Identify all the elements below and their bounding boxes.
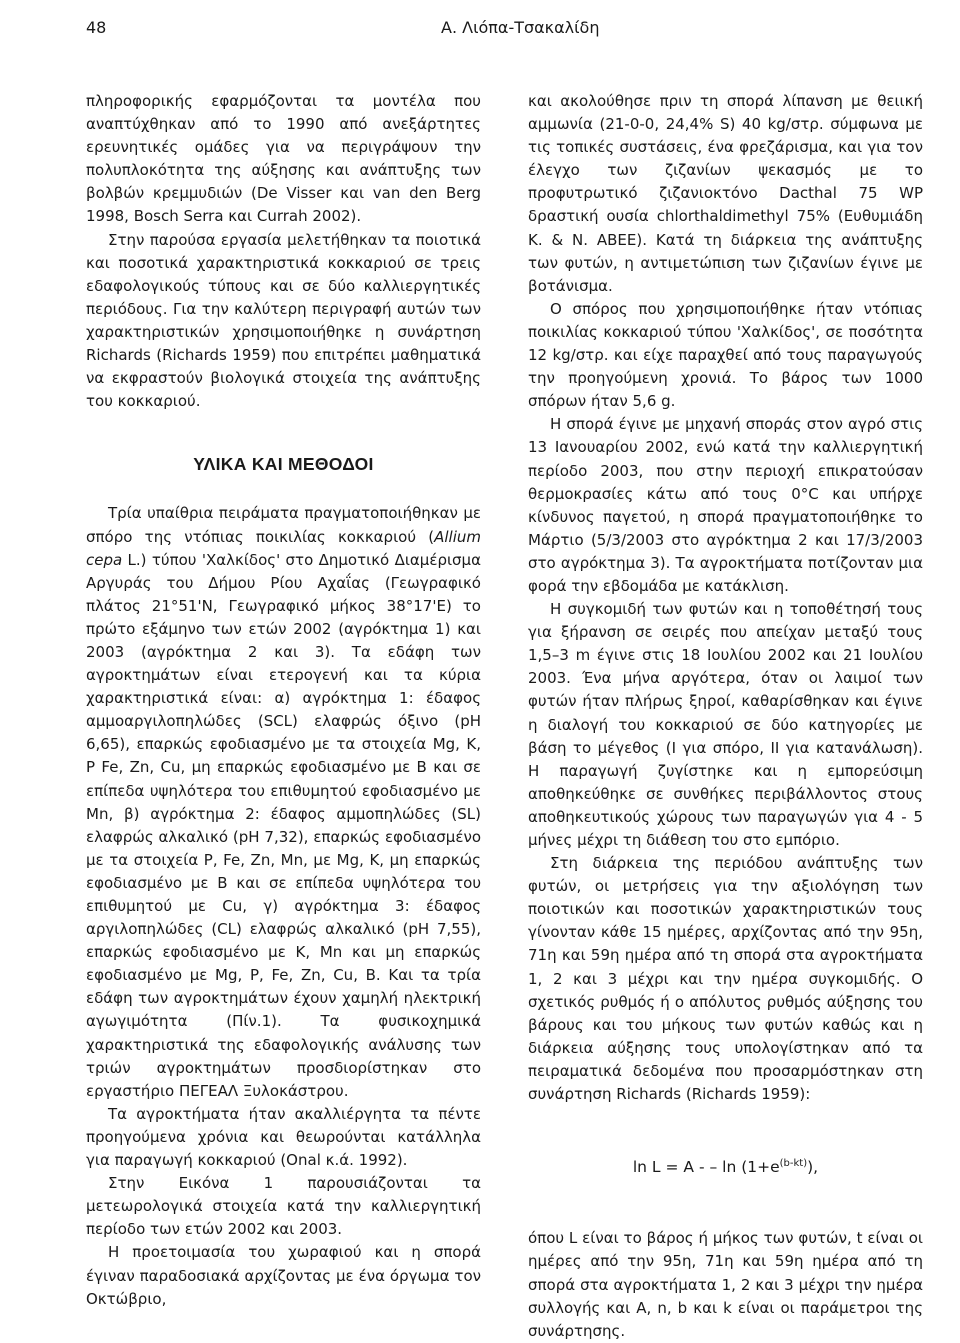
left-column	[86, 90, 481, 1311]
paragraph-measurements: Στη διάρκεια της περιόδου ανάπτυξης των φυτών, οι μετρήσεις για την αξιολόγηση των ποιοτικών και ποσοτικών χαρακτηριστικών τους γίνονταν κάθε 15 ημέρες, αρχίζοντας από την 95η, 71η και 59η ημέρα από τη σπορά στα αγροκτήματα 1, 2 και 3 μέχρι και την ημέρα συγκομιδής. Ο σχετικός ρυθμός ή ο απόλυτος ρυθμός αύξησης του βάρους και του μήκους των φυτών καθώς και η διάρκεια αύξησης τους υπολογίστηκαν από τα πειραματικά δεδομένα που προσαρμόστηκαν στη συνάρτηση Richards (Richards 1959):	[528, 854, 923, 1104]
paragraph-meteorological: Στην Εικόνα 1 παρουσιάζονται τα μετεωρολογικά στοιχεία κατά την καλλιεργητική περίοδο των ετών 2002 και 2003.	[86, 1174, 481, 1239]
richards-equation	[528, 1152, 923, 1179]
page-header	[0, 10, 960, 40]
paragraph-fertilization: και ακολούθησε πριν τη σπορά λίπανση με θειική αμμωνία (21-0-0, 24,4% S) 40 kg/στρ. σύμφωνα με τις τοπικές συστάσεις, ένα φρεζάρισμα, και για τον έλεγχο των ζιζανίων ψεκασμός με το προφυτρωτικό ζιζανιοκτόνο Dacthal 75 WP δραστική ουσία chlorthaldimethyl 75% (Ευθυμιάδη Κ. & Ν. ΑΒΕΕ). Κατά τη διάρκεια της ανάπτυξης των φυτών, η αντιμετώπιση των ζιζανίων έγινε με βοτάνισμα.	[528, 92, 923, 295]
paragraph-experiments	[86, 502, 481, 1102]
species-name: Allium cepa	[86, 527, 481, 569]
paragraph-seed: Ο σπόρος που χρησιμοποιήθηκε ήταν ντόπιας ποικιλίας κοκκαριού τύπου 'Χαλκίδος', σε ποσότητα 12 kg/στρ. και είχε παραχθεί από τους παραγωγούς την προηγούμενη χρονιά. Το βάρος των 1000 σπόρων ήταν 5,6 g.	[528, 299, 923, 411]
equation-main: ln L = A - – ln (1+e	[632, 1158, 780, 1177]
text-segment: L.) τύπου 'Χαλκίδος' στο Δημοτικό Διαμέρισμα Αργυράς του Δήμου Ρίου Αχαΐας (Γεωγραφικό πλάτος 21°51'N, Γεωγραφικό μήκος 38°17'E) το πρώτο εξάμηνο των ετών 2002 (αγρόκτημα 1) και 2003 (αγρόκτημα 2 και 3). Τα εδάφη των αγροκτημάτων είναι ετερογενή και τα κύρια χαρακτηριστικά είναι: α) αγρόκτημα 1: έδαφος αμμοαργιλοπηλώδες (SCL) ελαφρώς όξινο (pH 6,65), επαρκώς εφοδιασμένο με τα στοιχεία Mg, K, P Fe, Zn, Cu, μη επαρκώς εφοδιασμένο με B και σε επίπεδα υψηλότερα του επιθυμητού εφοδιασμένο με Mn, β) αγρόκτημα 2: έδαφος αμμοπηλώδες (SL) ελαφρώς αλκαλικό (pH 7,32), επαρκώς εφοδιασμένο με τα στοιχεία P, Fe, Zn, Mn, με Mg, K, μη επαρκώς εφοδιασμένο με B και σε επίπεδα υψηλότερα του επιθυμητού με Cu, γ) αγρόκτημα 3: έδαφος αργιλοπηλώδες (CL) ελαφρώς αλκαλικό (pH 7,55), επαρκώς εφοδιασμένο με K, Mn και μη επαρκώς εφοδιασμένο με Mg, P, Fe, Zn, Cu, B. Και τα τρία εδάφη των αγροκτημάτων έχουν χαμηλή ηλεκτρική αγωγιμότητα (Πίν.1). Τα φυσικοχημικά χαρακτηριστικά της εδαφολογικής ανάλυσης των τριών αγροκτημάτων προσδιορίστηκαν στο εργαστήριο ΠΕΓΕΑΛ Ξυλοκάστρου.	[86, 550, 481, 1100]
page-number: 48	[86, 18, 107, 37]
text-segment: Τρία υπαίθρια πειράματα πραγματοποιήθηκαν με σπόρο της ντόπιας ποικιλίας κοκκαριού (	[86, 504, 481, 546]
paragraph-field-preparation: Η προετοιμασία του χωραφιού και η σπορά έγιναν παραδοσιακά αρχίζοντας με ένα όργωμα τον Οκτώβριο,	[86, 1243, 481, 1308]
paragraph-fields-history: Τα αγροκτήματα ήταν ακαλλιέργητα τα πέντε προηγούμενα χρόνια και θεωρούνται κατάλληλα για παραγωγή κοκκαριού (Onal κ.ά. 1992).	[86, 1104, 481, 1170]
paragraph-equation-legend: όπου L είναι το βάρος ή μήκος των φυτών, t είναι οι ημέρες από την 95η, 71η και 59η ημέρα από τη σπορά στα αγροκτήματα 1, 2 και 3 μέχρι την ημέρα συλλογής και A, n, b και k είναι οι παράμετροι της συνάρτησης.	[528, 1229, 923, 1340]
running-head-author: Α. Λιόπα-Τσακαλίδη	[441, 18, 600, 37]
paragraph-sowing: Η σπορά έγινε με μηχανή σποράς στον αγρό στις 13 Ιανουαρίου 2002, ενώ κατά την καλλιεργητική περίοδο 2003, που στην περιοχή επικρατούσαν θερμοκρασίες κάτω από τους 0°C και υπήρχε κίνδυνος παγετού, η σπορά πραγματοποιήθηκε το Μάρτιο (5/3/2003 στο αγρόκτημα 2 και 17/3/2003 στο αγρόκτημα 3). Τα αγροκτήματα ποτίζονταν μια φορά την εβδομάδα με κατάκλιση.	[528, 415, 923, 595]
right-column	[528, 90, 923, 1343]
section-title-methods: ΥΛΙΚΑ ΚΑΙ ΜΕΘΟΔΟΙ	[193, 454, 374, 475]
equation-tail: ),	[807, 1158, 819, 1177]
equation-exponent: (b-kt)	[779, 1158, 808, 1170]
paragraph-study-aim: Στην παρούσα εργασία μελετήθηκαν τα ποιοτικά και ποσοτικά χαρακτηριστικά κοκκαριού σε τρεις εδαφολογικούς τύπους και σε δύο καλλιεργητικές περιόδους. Για την καλύτερη περιγραφή αυτών των χαρακτηριστικών χρησιμοποιήθηκε η συνάρτηση Richards (Richards 1959) που επιτρέπει μαθηματικά να εκφραστούν βιολογικά στοιχεία της ανάπτυξης του κοκκαριού.	[86, 230, 481, 411]
paragraph-intro-continued: πληροφορικής εφαρμόζονται τα μοντέλα που αναπτύχθηκαν από το 1990 από ανεξάρτητες ερευνητικές ομάδες για να περιγράψουν την πολυπλοκότητα της αύξησης και ανάπτυξης των βολβών κρεμμυδιών (De Visser και van den Berg 1998, Bosch Serra και Currah 2002).	[86, 92, 481, 226]
paragraph-harvest: Η συγκομιδή των φυτών και η τοποθέτησή τους για ξήρανση σε σειρές που απείχαν μεταξύ τους 1,5–3 m έγινε στις 18 Ιουλίου 2002 και 21 Ιουλίου 2003. Ένα μήνα αργότερα, όταν οι λαιμοί των φυτών ήταν πλήρως ξηροί, καθαρίσθηκαν και έγινε η διαλογή του κοκκαριού σε δύο κατηγορίες με βάση το μέγεθος (I για σπόρο, II για κατανάλωση). Η παραγωγή ζυγίστηκε και η εμπορεύσιμη αποθηκεύθηκε σε συνθήκες περιβάλλοντος στους αποθηκευτικούς χώρους των παραγωγών για 4 - 5 μήνες μέχρι τη διάθεση του στο εμπόριο.	[528, 600, 923, 849]
